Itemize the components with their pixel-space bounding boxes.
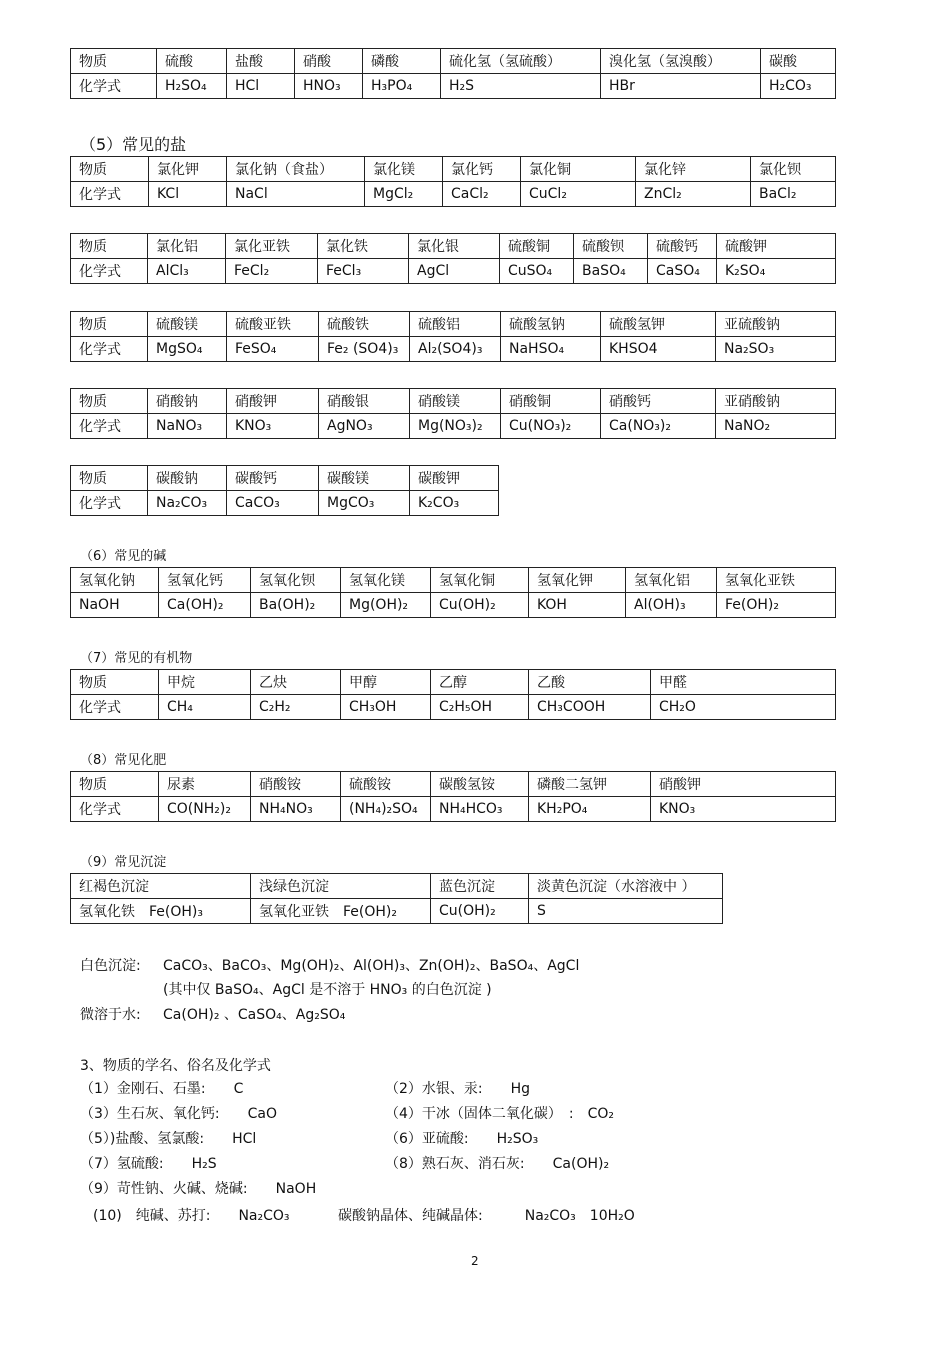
table-cell: 化学式 (71, 797, 159, 822)
table-cell: 硫酸氢钠 (501, 312, 601, 337)
table-cell: CaCl₂ (443, 182, 521, 207)
table-cell: CH₃OH (341, 695, 431, 720)
table-row (71, 74, 836, 99)
table-cell: 硝酸钙 (601, 389, 716, 414)
table-cell: NaNO₂ (716, 414, 836, 439)
table-cell: Cu(OH)₂ (431, 593, 529, 618)
table-cell: 碳酸钾 (410, 466, 499, 491)
table-cell: MgCO₃ (319, 491, 410, 516)
table-cell: CH₃COOH (529, 695, 651, 720)
organics-table (70, 669, 836, 720)
table-row (71, 593, 836, 618)
slightly-soluble-label: 微溶于水: (80, 1007, 141, 1023)
table-cell: 硫酸钙 (648, 234, 717, 259)
table-cell: KHSO4 (601, 337, 716, 362)
table-cell: CuSO₄ (500, 259, 574, 284)
list-item: （5）)盐酸、氢氯酸: HCl (80, 1131, 257, 1147)
table-cell: 硝酸镁 (410, 389, 501, 414)
table-cell: 氯化银 (409, 234, 500, 259)
table-cell: 甲烷 (159, 670, 251, 695)
list-item: （7）氢硫酸: H₂S (80, 1156, 217, 1172)
table-row (71, 466, 499, 491)
table-cell: NH₄HCO₃ (431, 797, 529, 822)
table-cell: Ca(NO₃)₂ (601, 414, 716, 439)
table-cell: 硝酸钠 (148, 389, 227, 414)
table-cell: NaNO₃ (148, 414, 227, 439)
table-cell: Na₂CO₃ (148, 491, 227, 516)
table-cell: 氢氧化铁 Fe(OH)₃ (71, 899, 251, 924)
table-row (71, 157, 836, 182)
table-row (71, 568, 836, 593)
table-cell: Cu(NO₃)₂ (501, 414, 601, 439)
table-cell: 亚硫酸钠 (716, 312, 836, 337)
table-cell: 甲醛 (651, 670, 836, 695)
table-cell: 氢氧化钙 (159, 568, 251, 593)
table-cell: 乙炔 (251, 670, 341, 695)
fertilizers-table (70, 771, 836, 822)
table-cell: BaSO₄ (574, 259, 648, 284)
table-cell: H₂SO₄ (157, 74, 227, 99)
salts-table-3-wrap (70, 311, 836, 362)
list-item: 碳酸钠晶体、纯碱晶体: Na₂CO₃ 10H₂O (338, 1208, 635, 1224)
table-row (71, 414, 836, 439)
table-cell: 硝酸银 (319, 389, 410, 414)
table-cell: 氯化锌 (636, 157, 751, 182)
table-cell: H₂S (441, 74, 601, 99)
precipitates-table (70, 873, 723, 924)
table-cell: MgSO₄ (148, 337, 227, 362)
table-cell: 氢氧化钾 (529, 568, 626, 593)
table-cell: FeCl₃ (318, 259, 409, 284)
acids-table (70, 48, 836, 99)
table-cell: KNO₃ (651, 797, 836, 822)
table-row (71, 389, 836, 414)
list-item: （6）亚硫酸: H₂SO₃ (385, 1131, 539, 1147)
table-row (71, 772, 836, 797)
section-heading-bases: （6）常见的碱 (80, 549, 167, 564)
table-row (71, 259, 836, 284)
table-cell: CaSO₄ (648, 259, 717, 284)
slightly-soluble-list: Ca(OH)₂ 、CaSO₄、Ag₂SO₄ (163, 1007, 346, 1023)
table-cell: 物质 (71, 312, 148, 337)
table-row (71, 695, 836, 720)
table-cell: 物质 (71, 466, 148, 491)
white-precipitate-label: 白色沉淀: (80, 958, 141, 974)
table-cell: 氢氧化镁 (341, 568, 431, 593)
table-cell: Na₂SO₃ (716, 337, 836, 362)
table-cell: Mg(NO₃)₂ (410, 414, 501, 439)
salts-table-5-wrap (70, 465, 499, 516)
table-cell: FeCl₂ (226, 259, 318, 284)
table-cell: 硝酸 (295, 49, 363, 74)
table-row (71, 49, 836, 74)
table-cell: 氯化钠（食盐） (227, 157, 365, 182)
list-item: （1）金刚石、石墨: C (80, 1081, 244, 1097)
table-cell: FeSO₄ (227, 337, 319, 362)
table-row (71, 182, 836, 207)
table-cell: AlCl₃ (148, 259, 226, 284)
table-row (71, 491, 499, 516)
table-cell: 化学式 (71, 491, 148, 516)
page-number: 2 (471, 1254, 479, 1268)
table-row (71, 312, 836, 337)
bases-table-wrap (70, 567, 836, 618)
table-cell: Cu(OH)₂ (431, 899, 529, 924)
salts-table-4 (70, 388, 836, 439)
table-cell: S (529, 899, 723, 924)
table-cell: K₂CO₃ (410, 491, 499, 516)
table-cell: KNO₃ (227, 414, 319, 439)
table-cell: 碳酸钠 (148, 466, 227, 491)
table-cell: 蓝色沉淀 (431, 874, 529, 899)
table-cell: KCl (149, 182, 227, 207)
table-cell: AgCl (409, 259, 500, 284)
table-cell: 物质 (71, 157, 149, 182)
table-cell: H₃PO₄ (363, 74, 441, 99)
table-cell: 物质 (71, 670, 159, 695)
table-cell: KH₂PO₄ (529, 797, 651, 822)
table-cell: 硫酸铵 (341, 772, 431, 797)
table-cell: 化学式 (71, 414, 148, 439)
table-cell: 乙醇 (431, 670, 529, 695)
table-cell: 化学式 (71, 337, 148, 362)
salts-table-4-wrap (70, 388, 836, 439)
table-cell: 乙酸 (529, 670, 651, 695)
table-cell: 硫化氢（氢硫酸） (441, 49, 601, 74)
section-heading-salts: （5）常见的盐 (80, 135, 187, 154)
table-cell: 氯化镁 (365, 157, 443, 182)
list-item: （3）生石灰、氧化钙: CaO (80, 1106, 277, 1122)
table-cell: Fe(OH)₂ (717, 593, 836, 618)
table-cell: HBr (601, 74, 761, 99)
table-cell: HCl (227, 74, 295, 99)
table-cell: 氢氧化钡 (251, 568, 341, 593)
names-section-heading: 3、物质的学名、俗名及化学式 (80, 1058, 271, 1074)
salts-table-1 (70, 156, 836, 207)
salts-table-1-wrap (70, 156, 836, 207)
table-cell: CaCO₃ (227, 491, 319, 516)
table-cell: 氯化铁 (318, 234, 409, 259)
table-cell: 碳酸 (761, 49, 836, 74)
table-cell: 尿素 (159, 772, 251, 797)
table-row (71, 670, 836, 695)
table-cell: 硫酸铝 (410, 312, 501, 337)
table-cell: 氯化铜 (521, 157, 636, 182)
section-heading-fertilizers: （8）常见化肥 (80, 753, 167, 768)
table-cell: 硫酸铁 (319, 312, 410, 337)
table-cell: 甲醇 (341, 670, 431, 695)
table-cell: 硝酸铜 (501, 389, 601, 414)
table-cell: 氢氧化铜 (431, 568, 529, 593)
table-cell: 碳酸氢铵 (431, 772, 529, 797)
table-cell: 氯化亚铁 (226, 234, 318, 259)
bases-table (70, 567, 836, 618)
list-item: （2）水银、汞: Hg (385, 1081, 531, 1097)
table-cell: 化学式 (71, 695, 159, 720)
table-cell: CO(NH₂)₂ (159, 797, 251, 822)
table-cell: 硫酸 (157, 49, 227, 74)
table-cell: 红褐色沉淀 (71, 874, 251, 899)
table-cell: MgCl₂ (365, 182, 443, 207)
table-cell: CH₂O (651, 695, 836, 720)
table-cell: HNO₃ (295, 74, 363, 99)
table-cell: 硝酸钾 (227, 389, 319, 414)
table-cell: AgNO₃ (319, 414, 410, 439)
table-cell: 淡黄色沉淀（水溶液中 ） (529, 874, 723, 899)
table-cell: 化学式 (71, 74, 157, 99)
list-item: (10) 纯碱、苏打: Na₂CO₃ (93, 1208, 290, 1224)
table-cell: Al₂(SO4)₃ (410, 337, 501, 362)
table-cell: 氯化钡 (751, 157, 836, 182)
list-item: （8）熟石灰、消石灰: Ca(OH)₂ (385, 1156, 610, 1172)
table-cell: 碳酸镁 (319, 466, 410, 491)
table-cell: 硫酸氢钾 (601, 312, 716, 337)
table-cell: 物质 (71, 234, 148, 259)
table-cell: 溴化氢（氢溴酸） (601, 49, 761, 74)
table-row (71, 899, 723, 924)
table-cell: NaHSO₄ (501, 337, 601, 362)
table-cell: CH₄ (159, 695, 251, 720)
table-cell: 氯化钾 (149, 157, 227, 182)
table-cell: 硝酸铵 (251, 772, 341, 797)
table-cell: (NH₄)₂SO₄ (341, 797, 431, 822)
table-cell: 亚硝酸钠 (716, 389, 836, 414)
precipitates-table-wrap (70, 873, 723, 924)
fertilizers-table-wrap (70, 771, 836, 822)
table-cell: 硝酸钾 (651, 772, 836, 797)
table-cell: 硫酸亚铁 (227, 312, 319, 337)
table-row (71, 234, 836, 259)
table-cell: C₂H₅OH (431, 695, 529, 720)
table-cell: H₂CO₃ (761, 74, 836, 99)
organics-table-wrap (70, 669, 836, 720)
table-cell: Al(OH)₃ (626, 593, 717, 618)
table-cell: 硫酸钡 (574, 234, 648, 259)
table-cell: Fe₂ (SO4)₃ (319, 337, 410, 362)
table-cell: C₂H₂ (251, 695, 341, 720)
table-cell: NaCl (227, 182, 365, 207)
table-cell: 硫酸铜 (500, 234, 574, 259)
table-cell: 物质 (71, 49, 157, 74)
list-item: （4）干冰（固体二氧化碳） : CO₂ (385, 1106, 615, 1122)
list-item: （9）苛性钠、火碱、烧碱: NaOH (80, 1181, 317, 1197)
table-cell: ZnCl₂ (636, 182, 751, 207)
white-precipitate-note: (其中仅 BaSO₄、AgCl 是不溶于 HNO₃ 的白色沉淀 ) (163, 982, 492, 998)
table-cell: 氢氧化亚铁 (717, 568, 836, 593)
table-cell: 氯化铝 (148, 234, 226, 259)
table-cell: KOH (529, 593, 626, 618)
table-cell: 物质 (71, 389, 148, 414)
table-cell: 碳酸钙 (227, 466, 319, 491)
table-cell: 硫酸镁 (148, 312, 227, 337)
table-cell: 磷酸 (363, 49, 441, 74)
table-cell: 物质 (71, 772, 159, 797)
section-heading-organics: （7）常见的有机物 (80, 651, 193, 666)
acids-table-wrap (70, 48, 836, 99)
table-cell: CuCl₂ (521, 182, 636, 207)
table-cell: Mg(OH)₂ (341, 593, 431, 618)
table-cell: 氢氧化铝 (626, 568, 717, 593)
table-cell: Ba(OH)₂ (251, 593, 341, 618)
table-cell: NH₄NO₃ (251, 797, 341, 822)
white-precipitate-list: CaCO₃、BaCO₃、Mg(OH)₂、Al(OH)₃、Zn(OH)₂、BaSO₄、AgCl (163, 958, 580, 974)
table-row (71, 797, 836, 822)
salts-table-5 (70, 465, 499, 516)
salts-table-3 (70, 311, 836, 362)
section-heading-precipitates: （9）常见沉淀 (80, 855, 167, 870)
table-row (71, 337, 836, 362)
salts-table-2-wrap (70, 233, 836, 284)
table-cell: 化学式 (71, 182, 149, 207)
table-cell: Ca(OH)₂ (159, 593, 251, 618)
table-cell: 氢氧化亚铁 Fe(OH)₂ (251, 899, 431, 924)
table-cell: 盐酸 (227, 49, 295, 74)
table-cell: K₂SO₄ (717, 259, 836, 284)
table-cell: NaOH (71, 593, 159, 618)
table-cell: 浅绿色沉淀 (251, 874, 431, 899)
table-row (71, 874, 723, 899)
table-cell: BaCl₂ (751, 182, 836, 207)
table-cell: 硫酸钾 (717, 234, 836, 259)
salts-table-2 (70, 233, 836, 284)
table-cell: 氢氧化钠 (71, 568, 159, 593)
table-cell: 化学式 (71, 259, 148, 284)
table-cell: 氯化钙 (443, 157, 521, 182)
table-cell: 磷酸二氢钾 (529, 772, 651, 797)
